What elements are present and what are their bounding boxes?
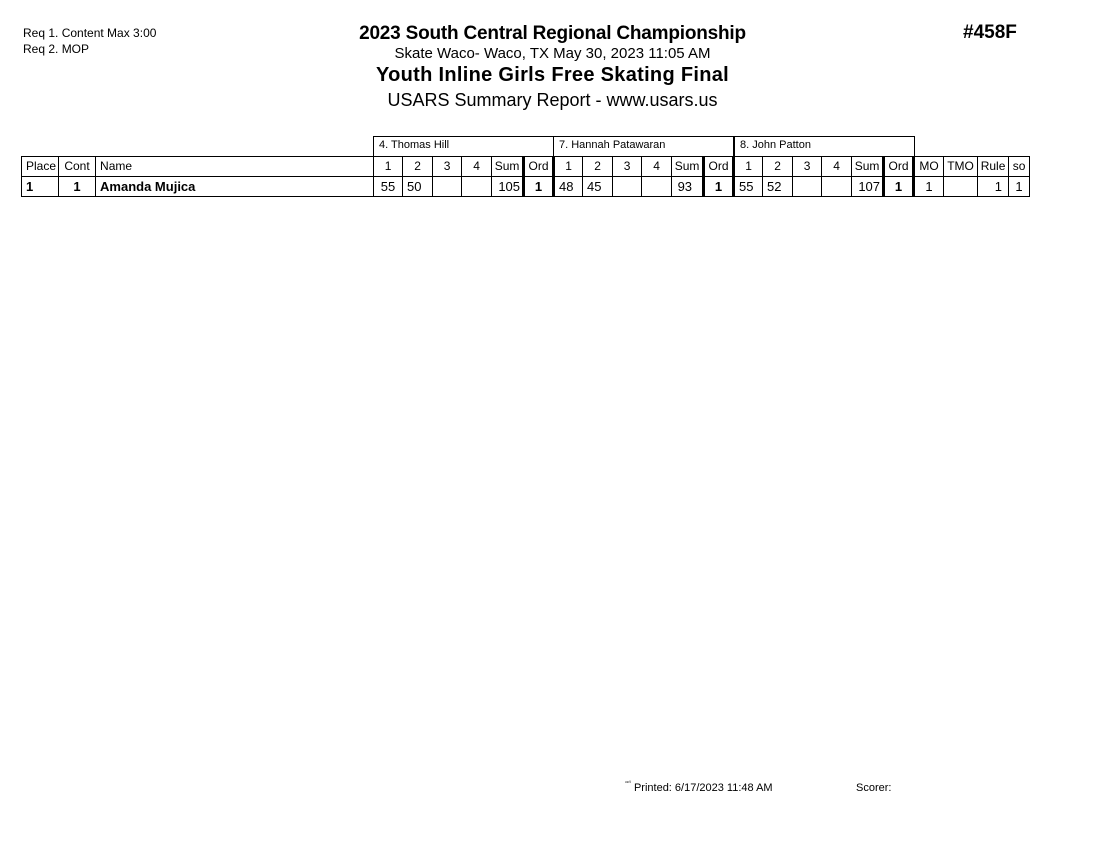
table-row [22, 177, 1030, 197]
mark-cell [433, 177, 462, 197]
col-mark-4: 4 [822, 157, 852, 177]
rule-cell: 1 [978, 177, 1009, 197]
judge-header-1: 4. Thomas Hill [373, 136, 554, 156]
col-mark-2: 2 [583, 157, 613, 177]
col-cont: Cont [59, 157, 96, 177]
tmo-cell [944, 177, 978, 197]
col-mark-1: 1 [554, 157, 583, 177]
requirement-2: Req 2. MOP [23, 42, 90, 56]
sum-cell: 105 [492, 177, 524, 197]
col-mark-2: 2 [403, 157, 433, 177]
printed-line [625, 782, 773, 794]
scorer-label: Scorer: [856, 782, 892, 794]
col-mark-4: 4 [462, 157, 492, 177]
col-place: Place [22, 157, 59, 177]
col-tmo: TMO [944, 157, 978, 177]
mark-cell: 50 [403, 177, 433, 197]
ord-cell: 1 [884, 177, 914, 197]
requirements [23, 25, 156, 57]
mark-cell [613, 177, 642, 197]
event-number: #458F [963, 22, 1017, 43]
sum-cell: 107 [852, 177, 884, 197]
so-cell: 1 [1009, 177, 1030, 197]
judge-header-2: 7. Hannah Patawaran [553, 136, 734, 156]
mark-cell [793, 177, 822, 197]
mark-cell: 52 [763, 177, 793, 197]
col-sum: Sum [852, 157, 884, 177]
col-sum: Sum [672, 157, 704, 177]
requirement-1: Req 1. Content Max 3:00 [23, 26, 157, 40]
mark-cell [642, 177, 672, 197]
mark-cell [822, 177, 852, 197]
page-title: 2023 South Central Regional Championship [359, 23, 746, 44]
col-mark-3: 3 [613, 157, 642, 177]
col-mark-2: 2 [763, 157, 793, 177]
col-so: so [1009, 157, 1030, 177]
mark-cell: 45 [583, 177, 613, 197]
col-mo: MO [914, 157, 944, 177]
event-title: Youth Inline Girls Free Skating Final [375, 64, 729, 86]
printed-timestamp: Printed: 6/17/2023 11:48 AM [633, 782, 773, 794]
mark-cell [462, 177, 492, 197]
col-name: Name [96, 157, 374, 177]
judge-header-3: 8. John Patton [734, 136, 915, 156]
col-mark-1: 1 [734, 157, 763, 177]
col-rule: Rule [978, 157, 1009, 177]
ord-cell: 1 [524, 177, 554, 197]
report-title: USARS Summary Report - www.usars.us [387, 90, 718, 110]
tiny-mark: ᶟᶟᶥᶣ [625, 780, 631, 786]
mo-cell: 1 [914, 177, 944, 197]
results-table [21, 156, 1030, 197]
skater-name: Amanda Mujica [96, 177, 374, 197]
col-mark-1: 1 [374, 157, 403, 177]
cont-cell: 1 [59, 177, 96, 197]
col-ord: Ord [884, 157, 914, 177]
col-mark-3: 3 [793, 157, 822, 177]
col-ord: Ord [704, 157, 734, 177]
place-cell: 1 [22, 177, 59, 197]
col-sum: Sum [492, 157, 524, 177]
mark-cell: 48 [554, 177, 583, 197]
ord-cell: 1 [704, 177, 734, 197]
col-ord: Ord [524, 157, 554, 177]
col-mark-3: 3 [433, 157, 462, 177]
header-row [22, 157, 1030, 177]
mark-cell: 55 [374, 177, 403, 197]
sum-cell: 93 [672, 177, 704, 197]
col-mark-4: 4 [642, 157, 672, 177]
mark-cell: 55 [734, 177, 763, 197]
location-line: Skate Waco- Waco, TX May 30, 2023 11:05 AM [394, 45, 711, 62]
